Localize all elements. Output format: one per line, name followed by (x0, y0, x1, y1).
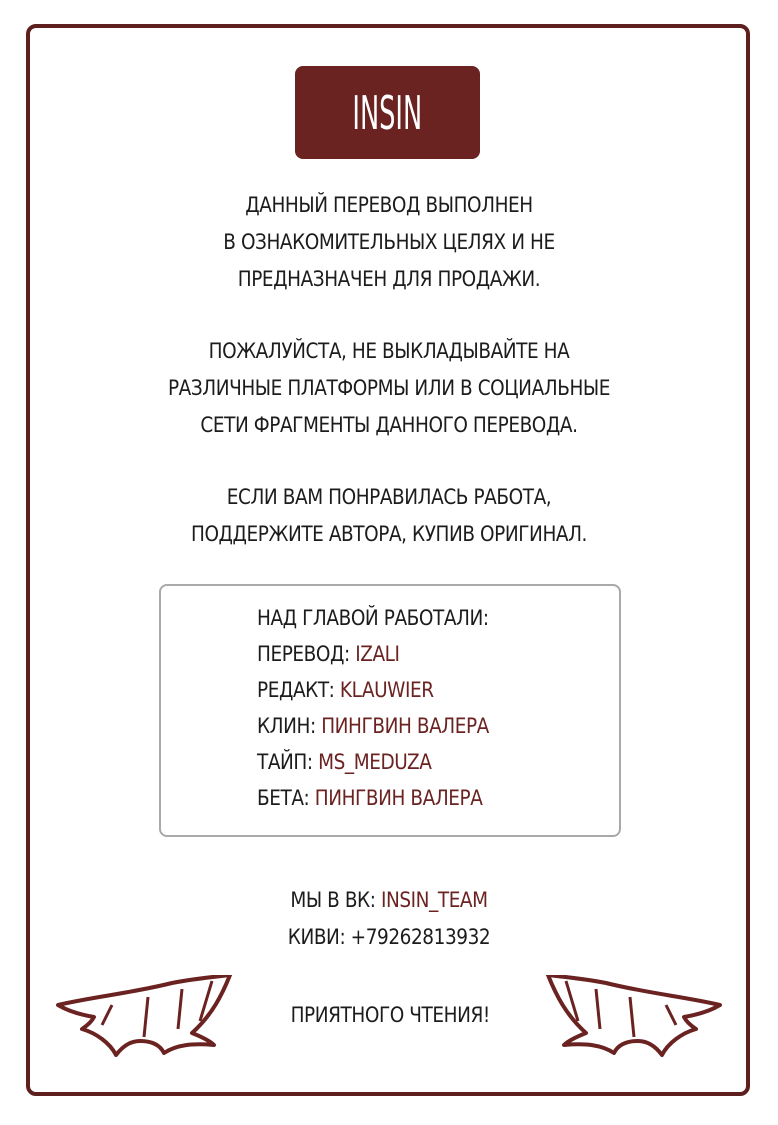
credits-heading: НАД ГЛАВОЙ РАБОТАЛИ: (257, 606, 489, 630)
credit-role: БЕТА: (257, 786, 310, 810)
notice-line: ПРЕДНАЗНАЧЕН ДЛЯ ПРОДАЖИ. (237, 267, 541, 291)
request-line: ПОЖАЛУЙСТА, НЕ ВЫКЛАДЫВАЙТЕ НА (208, 339, 570, 363)
qiwi-line (117, 919, 661, 956)
qiwi-number: +79262813932 (350, 925, 491, 949)
disclaimer-notice (80, 187, 698, 298)
credit-role: ПЕРЕВОД: (257, 642, 350, 666)
credit-role: КЛИН: (257, 714, 316, 738)
closing-text: ПРИЯТНОГО ЧТЕНИЯ! (290, 1003, 490, 1027)
qiwi-label: КИВИ: (287, 925, 346, 949)
credit-row-beta (257, 786, 482, 810)
bat-wing-left-icon (52, 975, 242, 1065)
notice-line: В ОЗНАКОМИТЕЛЬНЫХ ЦЕЛЯХ И НЕ (223, 230, 555, 254)
closing-message (240, 1003, 540, 1027)
contacts-block (80, 882, 698, 956)
team-logo (295, 66, 480, 159)
bat-wing-right-icon (536, 975, 726, 1065)
credit-name: MS_MEDUZA (318, 750, 432, 774)
disclaimer-request (80, 333, 698, 444)
credit-row-cleaning (257, 714, 489, 738)
credit-role: РЕДАКТ: (257, 678, 335, 702)
credit-name: KLAUWIER (339, 678, 434, 702)
request-line: СЕТИ ФРАГМЕНТЫ ДАННОГО ПЕРЕВОДА. (200, 413, 578, 437)
credit-row-typesetting (257, 750, 431, 774)
credit-name: IZALI (355, 642, 400, 666)
vk-label: МЫ В ВК: (290, 888, 376, 912)
credits-box (159, 584, 621, 837)
credit-name: ПИНГВИН ВАЛЕРА (314, 786, 483, 810)
request-line: РАЗЛИЧНЫЕ ПЛАТФОРМЫ ИЛИ В СОЦИАЛЬНЫЕ (167, 376, 611, 400)
notice-line: ДАННЫЙ ПЕРЕВОД ВЫПОЛНЕН (245, 193, 533, 217)
credit-row-translation (257, 642, 400, 666)
disclaimer-support (80, 479, 698, 553)
credit-role: ТАЙП: (257, 750, 313, 774)
credit-row-editing (257, 678, 434, 702)
credit-name: ПИНГВИН ВАЛЕРА (321, 714, 489, 738)
support-line: ЕСЛИ ВАМ ПОНРАВИЛАСЬ РАБОТА, (226, 485, 552, 509)
logo-text: INSIN (352, 85, 423, 140)
vk-line (117, 882, 661, 919)
vk-link[interactable]: INSIN_TEAM (380, 888, 488, 912)
support-line: ПОДДЕРЖИТЕ АВТОРА, КУПИВ ОРИГИНАЛ. (190, 522, 587, 546)
